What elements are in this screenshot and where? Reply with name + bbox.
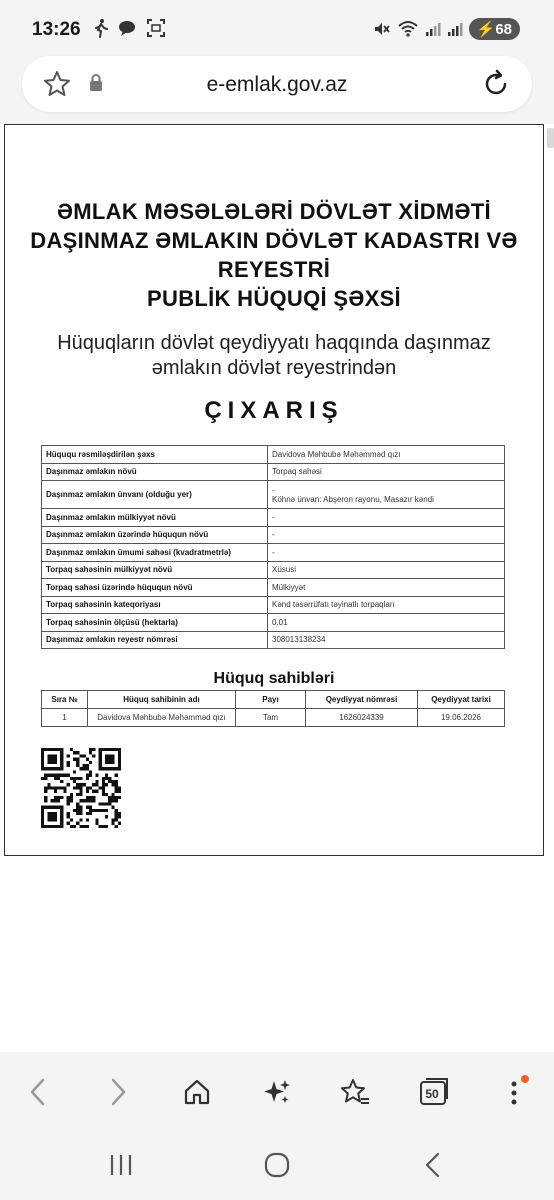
signal-2-icon	[447, 21, 463, 37]
document-heading: ÇIXARIŞ	[204, 397, 344, 424]
row-label: Daşınmaz əmlakın reyestr nömrəsi	[42, 631, 268, 649]
bottom-browser-nav	[0, 1052, 554, 1130]
wifi-icon	[397, 20, 419, 38]
status-left-icons	[92, 18, 166, 38]
battery-indicator: ⚡68	[469, 18, 520, 40]
url-text[interactable]: e-emlak.gov.az	[206, 73, 348, 96]
address-value: -	[272, 485, 275, 495]
owners-title: Hüquq sahibləri	[213, 670, 335, 687]
recent-apps-button[interactable]	[101, 1148, 141, 1182]
row-label: Torpaq sahəsinin ölçüsü (hektarla)	[42, 614, 268, 632]
row-value: -	[268, 509, 505, 527]
property-info-table	[41, 445, 505, 649]
bookmarks-button[interactable]	[335, 1072, 375, 1112]
table-row	[42, 561, 505, 579]
menu-icon	[499, 1075, 529, 1109]
table-row	[42, 614, 505, 632]
title-line: DAŞINMAZ ƏMLAKIN DÖVLƏT KADASTRI VƏ	[30, 228, 518, 253]
owner-cell: 1626024339	[306, 709, 418, 727]
table-row	[42, 526, 505, 544]
owner-cell: 1	[42, 709, 88, 727]
table-row	[42, 631, 505, 649]
system-home-icon	[263, 1151, 291, 1179]
address-bar[interactable]	[22, 56, 532, 112]
home-icon	[182, 1077, 212, 1107]
row-value	[268, 481, 505, 509]
table-row	[42, 446, 505, 464]
row-label: Daşınmaz əmlakın üzərində hüququn növü	[42, 526, 268, 544]
status-right	[373, 18, 520, 40]
column-header: Hüquq sahibinin adı	[88, 691, 236, 709]
row-value: Mülkiyyət	[268, 579, 505, 597]
row-label: Daşınmaz əmlakın növü	[42, 463, 268, 481]
scroll-indicator[interactable]	[547, 128, 554, 148]
row-value: 0.01	[268, 614, 505, 632]
row-value: Xüsusi	[268, 561, 505, 579]
title-line: ƏMLAK MƏSƏLƏLƏRİ DÖVLƏT XİDMƏTİ	[57, 199, 491, 224]
owners-header-row	[42, 691, 505, 709]
row-value: Kənd təsərrüfatı təyinatlı torpaqları	[268, 596, 505, 614]
table-row	[42, 481, 505, 509]
document-title	[5, 197, 543, 313]
status-time: 13:26	[32, 19, 81, 40]
forward-icon	[107, 1077, 129, 1107]
row-label: Torpaq sahəsinin kateqoriyası	[42, 596, 268, 614]
row-label: Daşınmaz əmlakın ünvanı (olduğu yer)	[42, 481, 268, 509]
table-row	[42, 544, 505, 562]
signal-1-icon	[425, 21, 441, 37]
row-label: Hüququ rəsmiləşdirilən şəxs	[42, 446, 268, 464]
sparkle-icon	[262, 1077, 292, 1107]
row-value: 308013138234	[268, 631, 505, 649]
system-back-button[interactable]	[413, 1148, 453, 1182]
column-header: Sıra №	[42, 691, 88, 709]
table-row	[42, 579, 505, 597]
battery-level: 68	[495, 21, 512, 38]
title-line: REYESTRİ	[217, 257, 331, 282]
back-button[interactable]	[18, 1072, 58, 1112]
owner-cell: 19.06.2026	[418, 709, 505, 727]
document-subtitle	[5, 331, 543, 381]
screenshot-icon	[146, 18, 166, 38]
column-header: Qeydiyyat nömrəsi	[306, 691, 418, 709]
qr-code	[41, 748, 121, 828]
bookmarks-icon	[339, 1077, 371, 1107]
menu-button[interactable]	[494, 1072, 534, 1112]
table-row	[42, 709, 505, 727]
row-value: -	[268, 526, 505, 544]
system-back-icon	[423, 1152, 443, 1178]
refresh-icon[interactable]	[480, 68, 512, 100]
recent-apps-icon	[108, 1153, 134, 1177]
owner-cell: Tam	[236, 709, 306, 727]
row-value: Torpaq sahəsi	[268, 463, 505, 481]
old-address-value: Köhnə ünvan: Abşeron rayonu, Masazır kəndi	[272, 494, 434, 504]
column-header: Qeydiyyat tarixi	[418, 691, 505, 709]
row-label: Torpaq sahəsinin mülkiyyət növü	[42, 561, 268, 579]
assistant-button[interactable]	[257, 1072, 297, 1112]
owner-cell: Davidova Məhbubə Məhəmməd qızı	[88, 709, 236, 727]
system-nav-bar	[0, 1130, 554, 1200]
subtitle-line: əmlakın dövlət reyestrindən	[151, 357, 397, 379]
owners-table	[41, 690, 505, 727]
system-home-button[interactable]	[257, 1148, 297, 1182]
row-label: Daşınmaz əmlakın mülkiyyət növü	[42, 509, 268, 527]
tabs-count: 50	[425, 1087, 439, 1101]
row-label: Torpaq sahəsi üzərində hüququn növü	[42, 579, 268, 597]
row-value: Davidova Məhbubə Məhəmməd qızı	[268, 446, 505, 464]
mute-icon	[373, 20, 391, 38]
walking-icon	[92, 18, 110, 38]
row-label: Daşınmaz əmlakın ümumi sahəsi (kvadratmetrlə)	[42, 544, 268, 562]
subtitle-line: Hüquqların dövlət qeydiyyatı haqqında daşınmaz	[57, 332, 491, 354]
table-row	[42, 509, 505, 527]
chat-icon	[118, 18, 138, 38]
row-value: -	[268, 544, 505, 562]
back-icon	[27, 1077, 49, 1107]
table-row	[42, 596, 505, 614]
forward-button[interactable]	[98, 1072, 138, 1112]
home-button[interactable]	[177, 1072, 217, 1112]
document-page	[4, 124, 544, 856]
title-line: PUBLİK HÜQUQİ ŞƏXSİ	[147, 286, 401, 311]
tabs-button[interactable]	[414, 1072, 454, 1112]
table-row	[42, 463, 505, 481]
column-header: Payı	[236, 691, 306, 709]
